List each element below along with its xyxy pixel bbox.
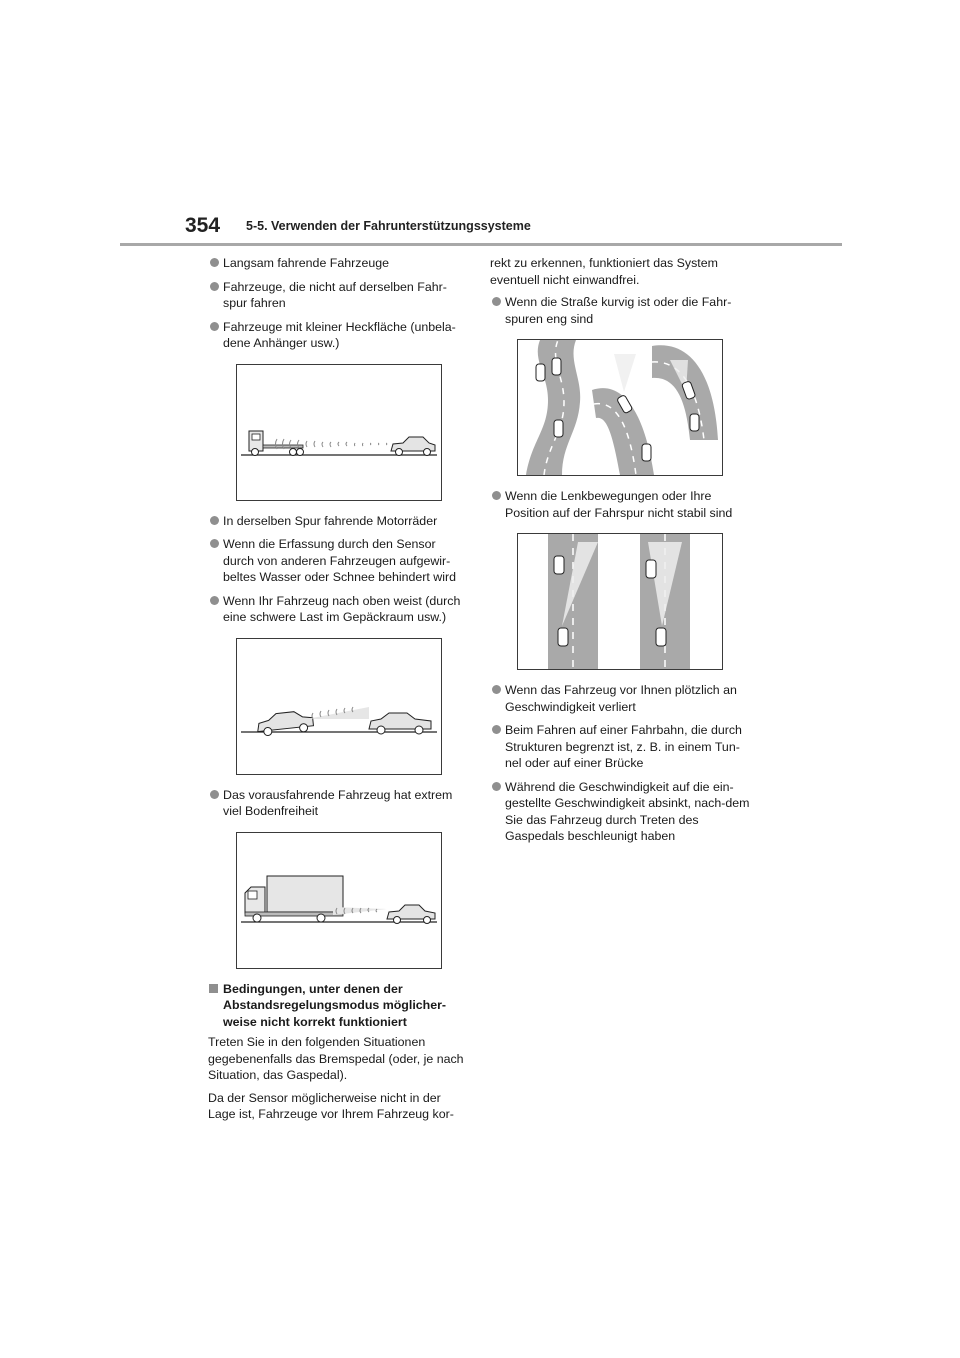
paragraph: rekt zu erkennen, funktioniert das System eventuell nicht einwandfrei. — [490, 256, 718, 287]
lane-position-illustration — [517, 533, 723, 670]
list-item: Wenn die Straße kurvig ist oder die Fahr-spuren eng sind — [490, 294, 750, 327]
right-column — [490, 255, 750, 852]
list-item: Wenn das Fahrzeug vor Ihnen plötzlich an Geschwindigkeit verliert — [490, 682, 750, 715]
section-title: 5-5. Verwenden der Fahrunterstützungssysteme — [246, 219, 531, 233]
page-number: 354 — [185, 214, 221, 237]
list-item: Wenn die Erfassung durch den Sensor durch von anderen Fahrzeugen aufgewir-beltes Wasser oder Schnee behindert wird — [208, 536, 468, 586]
list-item: Wenn die Lenkbewegungen oder Ihre Position auf der Fahrspur nicht stabil sind — [490, 488, 750, 521]
list-item: Fahrzeuge mit kleiner Heckfläche (unbela-dene Anhänger usw.) — [208, 319, 468, 352]
list-item: In derselben Spur fahrende Motorräder — [208, 513, 468, 530]
trailer-illustration — [236, 364, 442, 501]
paragraph: Treten Sie in den folgenden Situationen gegebenenfalls das Bremspedal (oder, je nach Situation, das Gaspedal). — [208, 1035, 464, 1082]
left-column — [208, 255, 468, 1129]
list-item: Beim Fahren auf einer Fahrbahn, die durch Strukturen begrenzt ist, z. B. in einem Tun-nel oder auf einer Brücke — [490, 722, 750, 772]
section-heading: Bedingungen, unter denen der Abstandsregelungsmodus möglicher-weise nicht korrekt funktioniert — [208, 981, 468, 1031]
truck-clearance-illustration — [236, 832, 442, 969]
raised-car-illustration — [236, 638, 442, 775]
list-item: Während die Geschwindigkeit auf die ein-gestellte Geschwindigkeit absinkt, nach-dem Sie das Fahrzeug durch Treten des Gaspedals beschleunigt haben — [490, 779, 750, 845]
list-item: Langsam fahrende Fahrzeuge — [208, 255, 468, 272]
curved-road-illustration — [517, 339, 723, 476]
header-rule — [120, 243, 842, 246]
paragraph: Da der Sensor möglicherweise nicht in der Lage ist, Fahrzeuge vor Ihrem Fahrzeug kor- — [208, 1090, 454, 1121]
list-item: Das vorausfahrende Fahrzeug hat extrem viel Bodenfreiheit — [208, 787, 468, 820]
list-item: Wenn Ihr Fahrzeug nach oben weist (durch eine schwere Last im Gepäckraum usw.) — [208, 593, 468, 626]
list-item: Fahrzeuge, die nicht auf derselben Fahr-spur fahren — [208, 279, 468, 312]
